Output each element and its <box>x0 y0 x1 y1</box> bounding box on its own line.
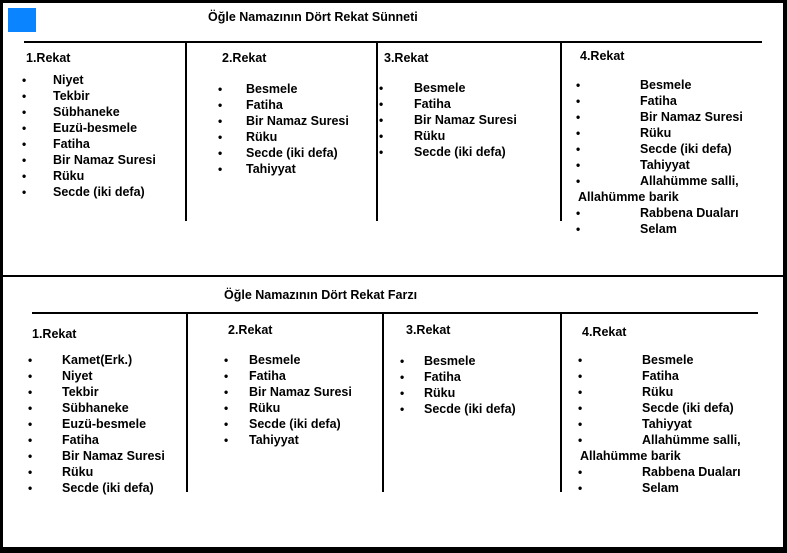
bullet-icon: • <box>22 105 27 119</box>
list-item-text: Kamet(Erk.) <box>62 353 133 367</box>
list-item-text: Bir Namaz Suresi <box>62 449 165 463</box>
list-item-text: Sübhaneke <box>53 105 120 119</box>
bullet-icon: • <box>22 153 27 167</box>
list-item-text: Bir Namaz Suresi <box>249 385 352 399</box>
list-item-text: Rüku <box>53 169 85 183</box>
bullet-icon: • <box>22 137 27 151</box>
bullet-icon: • <box>28 417 33 431</box>
bullet-icon: • <box>576 158 581 172</box>
list-item-text: Fatiha <box>246 98 283 112</box>
list-item-text: Secde (iki defa) <box>424 402 516 416</box>
list-item-text: Secde (iki defa) <box>414 145 506 159</box>
farz-divider-3 <box>560 314 562 492</box>
farz-divider-2 <box>382 314 384 492</box>
bullet-icon: • <box>400 370 405 384</box>
bullet-icon: • <box>28 465 33 479</box>
bullet-icon: • <box>400 354 405 368</box>
bullet-icon: • <box>22 169 27 183</box>
list-item-text: Selam <box>640 222 677 236</box>
bullet-icon: • <box>224 385 229 399</box>
bullet-icon: • <box>400 386 405 400</box>
list-item-text: Secde (iki defa) <box>53 185 145 199</box>
list-item-text: Tahiyyat <box>640 158 690 172</box>
bullet-icon: • <box>578 401 583 415</box>
bullet-icon: • <box>224 353 229 367</box>
list-item-text: Besmele <box>640 78 692 92</box>
block-separator <box>0 275 787 277</box>
list-item-text: Rüku <box>249 401 281 415</box>
bullet-icon: • <box>578 385 583 399</box>
list-item-text: Allahümme salli, <box>642 433 741 447</box>
bullet-icon: • <box>22 185 27 199</box>
list-item-text: Bir Namaz Suresi <box>246 114 349 128</box>
list-item-text: Secde (iki defa) <box>246 146 338 160</box>
sunnet-rekat-2-label: 2.Rekat <box>222 51 267 65</box>
list-item-text: Bir Namaz Suresi <box>414 113 517 127</box>
list-item-text: Tahiyyat <box>249 433 299 447</box>
list-item-text: Rüku <box>62 465 94 479</box>
bullet-icon: • <box>576 94 581 108</box>
bullet-icon: • <box>576 206 581 220</box>
list-item-text: Allahümme salli, <box>640 174 739 188</box>
list-item-text: Secde (iki defa) <box>642 401 734 415</box>
farz-header-line <box>32 312 758 314</box>
bullet-icon: • <box>578 369 583 383</box>
bullet-icon: • <box>28 481 33 495</box>
bullet-icon: • <box>576 78 581 92</box>
bullet-icon: • <box>218 130 223 144</box>
sunnet-divider-3 <box>560 43 562 221</box>
list-item-text: Sübhaneke <box>62 401 129 415</box>
bullet-icon: • <box>224 401 229 415</box>
bullet-icon: • <box>28 369 33 383</box>
farz-divider-1 <box>186 314 188 492</box>
bullet-icon: • <box>576 126 581 140</box>
list-item-text: Besmele <box>246 82 298 96</box>
farz-rekat-3-label: 3.Rekat <box>406 323 451 337</box>
bullet-icon: • <box>22 73 27 87</box>
list-item-text: Rüku <box>640 126 672 140</box>
list-item-text: Fatiha <box>53 137 90 151</box>
bullet-icon: • <box>28 385 33 399</box>
farz-block-title: Öğle Namazının Dört Rekat Farzı <box>224 288 418 302</box>
list-item-text: Allahümme barik <box>578 190 679 204</box>
list-item-text: Tekbir <box>62 385 99 399</box>
list-item-text: Rabbena Duaları <box>640 206 739 220</box>
list-item-text: Fatiha <box>249 369 286 383</box>
list-item-text: Secde (iki defa) <box>249 417 341 431</box>
list-item-text: Rüku <box>642 385 674 399</box>
list-item-text: Niyet <box>53 73 84 87</box>
list-item-text: Allahümme barik <box>580 449 681 463</box>
bullet-icon: • <box>22 89 27 103</box>
list-item-text: Fatiha <box>640 94 677 108</box>
bullet-icon: • <box>218 114 223 128</box>
bullet-icon: • <box>379 129 384 143</box>
bullet-icon: • <box>578 465 583 479</box>
bullet-icon: • <box>218 82 223 96</box>
list-item-text: Besmele <box>414 81 466 95</box>
list-item-text: Euzü-besmele <box>62 417 147 431</box>
list-item-text: Besmele <box>424 354 476 368</box>
list-item-text: Rüku <box>424 386 456 400</box>
list-item-text: Secde (iki defa) <box>640 142 732 156</box>
bullet-icon: • <box>224 417 229 431</box>
list-item-text: Rabbena Duaları <box>642 465 741 479</box>
bullet-icon: • <box>28 433 33 447</box>
bullet-icon: • <box>224 433 229 447</box>
list-item-text: Fatiha <box>414 97 451 111</box>
bullet-icon: • <box>400 402 405 416</box>
list-item-text: Rüku <box>246 130 278 144</box>
bullet-icon: • <box>578 353 583 367</box>
bullet-icon: • <box>576 110 581 124</box>
bullet-icon: • <box>576 222 581 236</box>
list-item-text: Selam <box>642 481 679 495</box>
bullet-icon: • <box>218 162 223 176</box>
list-item-text: Euzü-besmele <box>53 121 138 135</box>
list-item-text: Tahiyyat <box>642 417 692 431</box>
list-item-text: Secde (iki defa) <box>62 481 154 495</box>
list-item-text: Fatiha <box>424 370 461 384</box>
list-item-text: Bir Namaz Suresi <box>640 110 743 124</box>
list-item-text: Tahiyyat <box>246 162 296 176</box>
sunnet-rekat-3-label: 3.Rekat <box>384 51 429 65</box>
bullet-icon: • <box>578 433 583 447</box>
bullet-icon: • <box>578 481 583 495</box>
bullet-icon: • <box>379 97 384 111</box>
blue-square-marker <box>8 8 36 32</box>
sunnet-rekat-4-label: 4.Rekat <box>580 49 625 63</box>
list-item-text: Fatiha <box>62 433 99 447</box>
sunnet-header-line <box>24 41 762 43</box>
bullet-icon: • <box>28 353 33 367</box>
sunnet-divider-2 <box>376 43 378 221</box>
bullet-icon: • <box>28 449 33 463</box>
bullet-icon: • <box>576 174 581 188</box>
bullet-icon: • <box>578 417 583 431</box>
bullet-icon: • <box>22 121 27 135</box>
list-item-text: Bir Namaz Suresi <box>53 153 156 167</box>
bullet-icon: • <box>576 142 581 156</box>
bullet-icon: • <box>379 81 384 95</box>
list-item-text: Besmele <box>642 353 694 367</box>
list-item-text: Fatiha <box>642 369 679 383</box>
list-item-text: Besmele <box>249 353 301 367</box>
sunnet-rekat-1-label: 1.Rekat <box>26 51 71 65</box>
list-item-text: Niyet <box>62 369 93 383</box>
farz-rekat-1-label: 1.Rekat <box>32 327 77 341</box>
bullet-icon: • <box>379 145 384 159</box>
bullet-icon: • <box>218 146 223 160</box>
bullet-icon: • <box>224 369 229 383</box>
sunnet-divider-1 <box>185 43 187 221</box>
list-item-text: Rüku <box>414 129 446 143</box>
bullet-icon: • <box>218 98 223 112</box>
list-item-text: Tekbir <box>53 89 90 103</box>
farz-rekat-4-label: 4.Rekat <box>582 325 627 339</box>
farz-rekat-2-label: 2.Rekat <box>228 323 273 337</box>
bullet-icon: • <box>379 113 384 127</box>
bullet-icon: • <box>28 401 33 415</box>
sunnet-block-title: Öğle Namazının Dört Rekat Sünneti <box>208 10 418 24</box>
